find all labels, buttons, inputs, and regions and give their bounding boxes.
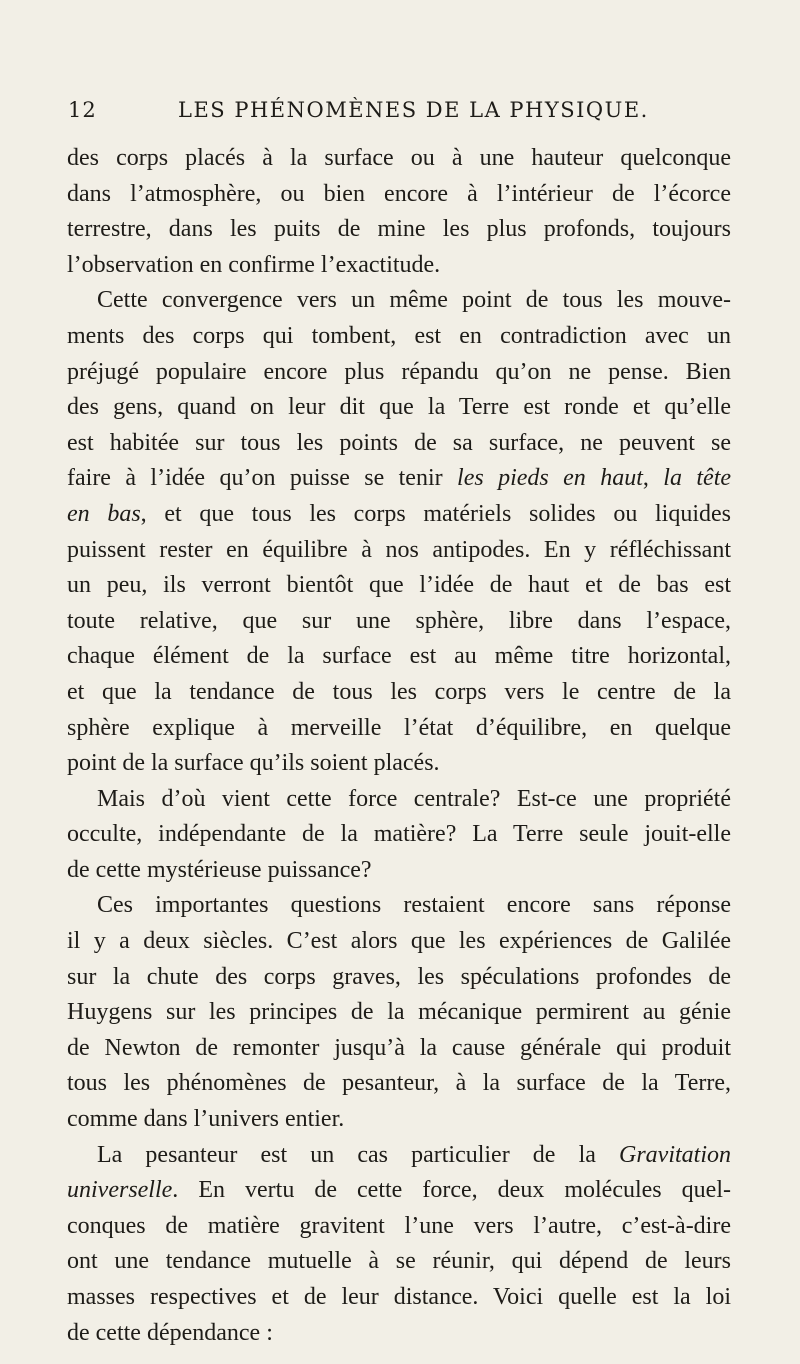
text-segment: préjugé populaire encore plus répandu qu’on ne pense. Bien	[67, 358, 731, 385]
text-line	[67, 426, 731, 462]
italic-text: les pieds en haut	[457, 465, 643, 492]
text-segment: . En vertu de cette force, deux molécules quel-	[172, 1177, 731, 1204]
text-segment: , et que tous les corps matériels solides ou liquides	[140, 500, 731, 527]
text-segment: sphère explique à merveille l’état d’équilibre, en quelque	[67, 714, 731, 741]
text-line	[67, 817, 731, 853]
text-segment: est habitée sur tous les points de sa surface, ne peuvent se	[67, 429, 731, 456]
text-line	[67, 711, 731, 747]
text-line	[67, 212, 731, 248]
text-line	[67, 568, 731, 604]
page-number: 12	[68, 98, 97, 122]
text-segment: ments des corps qui tombent, est en contradiction avec un	[67, 322, 731, 349]
text-line	[67, 177, 731, 213]
italic-text: universelle	[67, 1177, 173, 1204]
text-segment: tous les phénomènes de pesanteur, à la surface de la Terre,	[67, 1070, 731, 1097]
text-segment: point de la surface qu’ils soient placés.	[67, 750, 440, 777]
text-line	[67, 1138, 731, 1174]
text-line	[67, 283, 731, 319]
text-segment: toute relative, que sur une sphère, libre dans l’espace,	[67, 607, 731, 634]
text-line	[67, 1066, 731, 1102]
text-segment: Cette convergence vers un même point de tous les mouve-	[97, 287, 731, 314]
text-segment: de Newton de remonter jusqu’à la cause générale qui produit	[67, 1034, 731, 1061]
text-segment: faire à l’idée qu’on puisse se tenir	[67, 465, 458, 492]
text-line	[67, 355, 731, 391]
text-line	[67, 1031, 731, 1067]
text-line	[67, 888, 731, 924]
italic-text: la tête	[663, 465, 732, 492]
text-segment: des gens, quand on leur dit que la Terre est ronde et qu’elle	[67, 394, 731, 421]
text-segment: occulte, indépendante de la matière? La Terre seule jouit-elle	[67, 821, 731, 848]
text-segment: sur la chute des corps graves, les spéculations profondes de	[67, 963, 731, 990]
text-line	[67, 995, 731, 1031]
text-line	[67, 782, 731, 818]
text-line	[67, 960, 731, 996]
text-line	[67, 924, 731, 960]
text-segment: de cette mystérieuse puissance?	[67, 856, 372, 883]
text-segment: l’observation en confirme l’exactitude.	[67, 251, 441, 278]
text-line	[67, 248, 731, 284]
text-line	[67, 1102, 731, 1138]
text-line	[67, 604, 731, 640]
text-line	[67, 390, 731, 426]
italic-text: en bas	[67, 500, 141, 527]
text-line	[67, 1316, 731, 1352]
body-text	[67, 141, 731, 1351]
text-line	[67, 497, 731, 533]
text-segment: de cette dépendance :	[67, 1319, 273, 1346]
text-segment: ,	[642, 465, 664, 492]
text-segment: comme dans l’univers entier.	[67, 1106, 345, 1133]
text-line	[67, 675, 731, 711]
text-segment: Ces importantes questions restaient encore sans réponse	[97, 892, 731, 919]
text-line	[67, 1173, 731, 1209]
text-line	[67, 853, 731, 889]
text-line	[67, 461, 731, 497]
text-line	[67, 319, 731, 355]
italic-text: Gravitation	[619, 1141, 731, 1168]
text-line	[67, 1280, 731, 1316]
running-title: LES PHÉNOMÈNES DE LA PHYSIQUE.	[178, 98, 649, 122]
text-segment: il y a deux siècles. C’est alors que les expériences de Galilée	[67, 928, 731, 955]
text-line	[67, 533, 731, 569]
text-segment: ont une tendance mutuelle à se réunir, qui dépend de leurs	[67, 1248, 731, 1275]
text-segment: Huygens sur les principes de la mécanique permirent au génie	[67, 999, 731, 1026]
text-segment: terrestre, dans les puits de mine les plus profonds, toujours	[67, 216, 731, 243]
text-line	[67, 141, 731, 177]
text-segment: masses respectives et de leur distance. Voici quelle est la loi	[67, 1284, 731, 1310]
text-line	[67, 1209, 731, 1245]
text-line	[67, 1244, 731, 1280]
text-segment: dans l’atmosphère, ou bien encore à l’intérieur de l’écorce	[67, 180, 731, 207]
text-segment: La pesanteur est un cas particulier de la	[97, 1141, 619, 1168]
text-segment: Mais d’où vient cette force centrale? Est-ce une propriété	[97, 785, 731, 812]
text-segment: des corps placés à la surface ou à une hauteur quelconque	[67, 145, 731, 171]
text-segment: un peu, ils verront bientôt que l’idée de haut et de bas est	[67, 572, 731, 599]
text-line	[67, 746, 731, 782]
text-segment: et que la tendance de tous les corps vers le centre de la	[67, 678, 731, 705]
running-header	[68, 98, 728, 128]
text-segment: puissent rester en équilibre à nos antipodes. En y réfléchissant	[67, 536, 731, 563]
text-segment: chaque élément de la surface est au même titre horizontal,	[67, 643, 731, 670]
text-line	[67, 639, 731, 675]
text-segment: conques de matière gravitent l’une vers l’autre, c’est-à-dire	[67, 1212, 731, 1239]
